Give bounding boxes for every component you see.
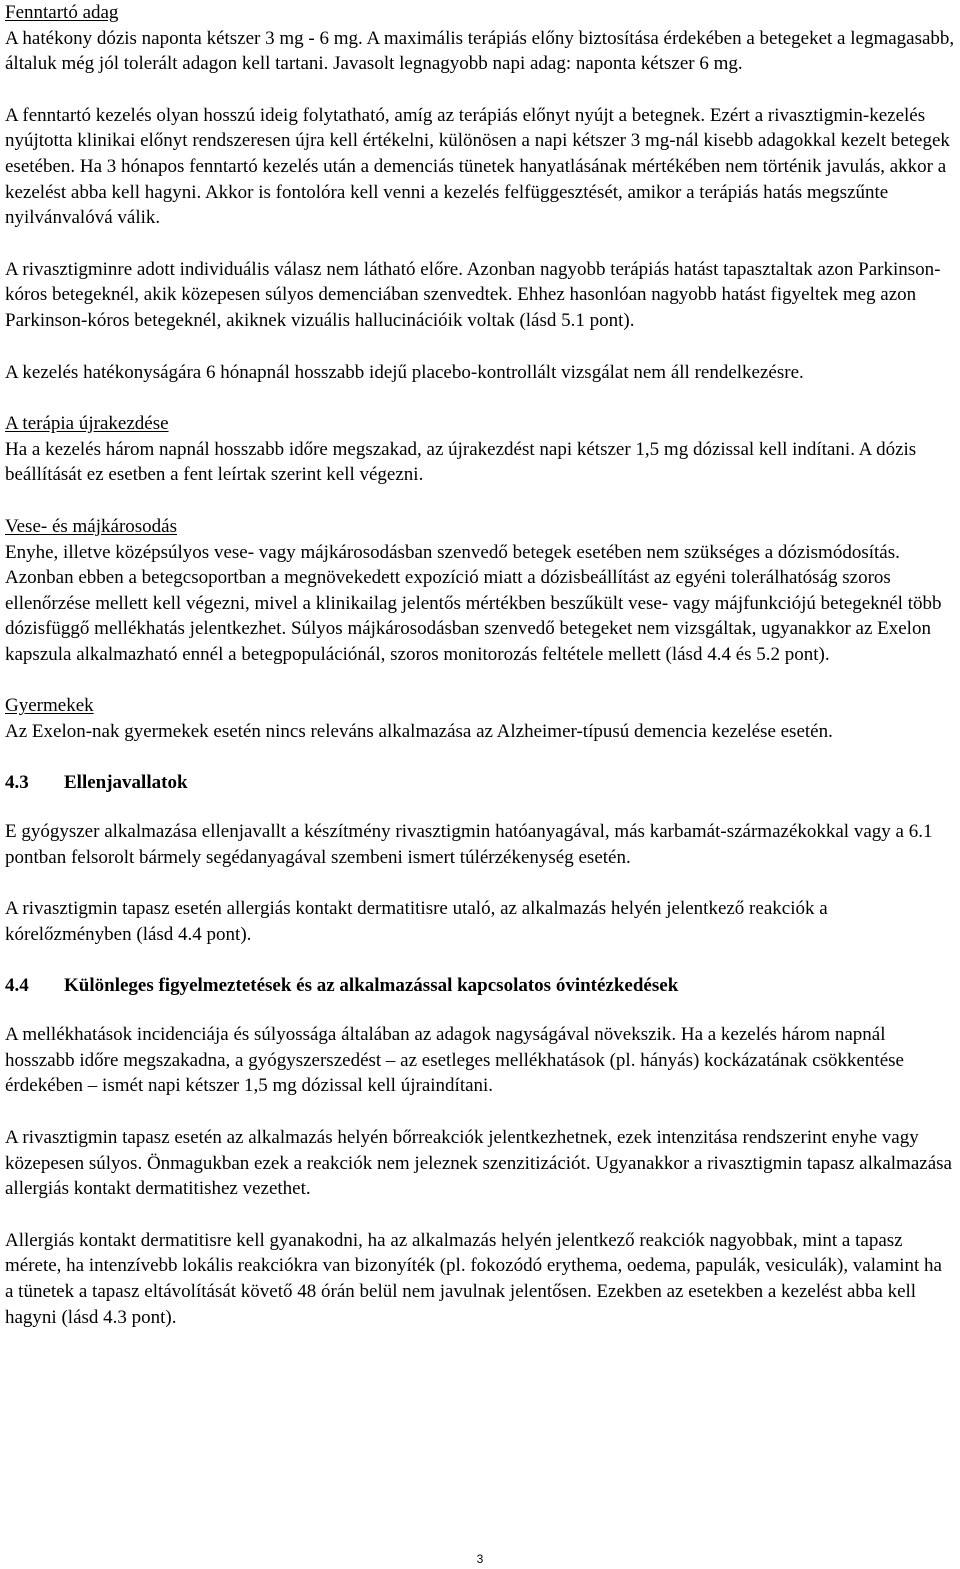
maintenance-paragraph-4: A kezelés hatékonyságára 6 hónapnál hosszabb idejű placebo-kontrollált vizsgálat nem áll rendelkezésre.	[5, 361, 804, 383]
section-number: 4.4	[5, 974, 29, 996]
section-title: Különleges figyelmeztetések és az alkalmazással kapcsolatos óvintézkedések	[64, 974, 679, 996]
contraindications-heading	[5, 770, 955, 796]
children-heading: Gyermekek	[5, 695, 94, 717]
maintenance-heading: Fenntartó adag	[5, 2, 119, 23]
children-paragraph-1: Az Exelon-nak gyermekek esetén nincs releváns alkalmazása az Alzheimer-típusú demencia kezelése esetén.	[5, 721, 833, 743]
section-number: 4.3	[5, 771, 29, 793]
section-title: Ellenjavallatok	[64, 771, 188, 793]
renal-hepatic-heading: Vese- és májkárosodás	[5, 515, 178, 537]
warnings-paragraph-1: A mellékhatások incidenciája és súlyossága általában az adagok nagyságával növekszik. Ha a kezelés három napnál hosszabb időre megszakadna, a gyógyszerszedést – az esetleges mellékhatások (pl. hányás) kockázatának csökkentése érdekében – ismét napi kétszer 1,5 mg dózissal kell újraindítani.	[5, 1024, 904, 1097]
page-number: 3	[476, 1552, 484, 1566]
contraindications-paragraph-1: E gyógyszer alkalmazása ellenjavallt a készítmény rivasztigmin hatóanyagával, más karbamát-származékokkal vagy a 6.1 pontban felsorolt bármely segédanyagával szembeni ismert túlérzékenység esetén.	[5, 821, 933, 868]
warnings-paragraph-2: A rivasztigmin tapasz esetén az alkalmazás helyén bőrreakciók jelentkezhetnek, ezek intenzitása rendszerint enyhe vagy közepesen súlyos. Önmagukban ezek a reakciók nem jeleznek szenzitizációt. Ugyanakkor a rivasztigmin tapasz alkalmazása allergiás kontakt dermatitishez vezethet.	[5, 1127, 952, 1200]
warnings-heading	[5, 973, 955, 999]
document-page	[5, 0, 955, 1330]
warnings-paragraph-3: Allergiás kontakt dermatitisre kell gyanakodni, ha az alkalmazás helyén jelentkező reakciók nagyobbak, mint a tapasz mérete, ha intenzívebb lokális reakciókra van bizonyíték (pl. fokozódó erythema, oedema, papulák, vesiculák), valamint ha a tünetek a tapasz eltávolítását követő 48 órán belül nem javulnak jelentősen. Ezekben az esetekben a kezelést abba kell hagyni (lásd 4.3 pont).	[5, 1229, 942, 1328]
maintenance-paragraph-1: A hatékony dózis naponta kétszer 3 mg - 6 mg. A maximális terápiás előny biztosítása érdekében a betegeket a legmagasabb, általuk még jól tolerált adagon kell tartani. Javasolt legnagyobb napi adag: naponta kétszer 6 mg.	[5, 27, 955, 75]
maintenance-paragraph-2: A fenntartó kezelés olyan hosszú ideig folytatható, amíg az terápiás előnyt nyújt a betegnek. Ezért a rivasztigmin-kezelés nyújtotta klinikai előnyt rendszeresen újra kell értékelni, különösen a napi kétszer 3 mg-nál kisebb adagokkal kezelt betegek esetében. Ha 3 hónapos fenntartó kezelés után a demenciás tünetek hanyatlásának mértékében nem történik javulás, akkor a kezelést abba kell hagyni. Akkor is fontolóra kell venni a kezelés felfüggesztését, amikor a terápiás hatás megszűnte nyilvánvalóvá válik.	[5, 104, 950, 229]
restart-heading: A terápia újrakezdése	[5, 413, 169, 435]
contraindications-paragraph-2: A rivasztigmin tapasz esetén allergiás kontakt dermatitisre utaló, az alkalmazás helyén jelentkező reakciók a kórelőzményben (lásd 4.4 pont).	[5, 898, 828, 946]
renal-hepatic-paragraph-1: Enyhe, illetve középsúlyos vese- vagy májkárosodásban szenvedő betegek esetében nem szükséges a dózismódosítás. Azonban ebben a betegcsoportban a megnövekedett expozíció miatt a dózisbeállítást az egyéni tolerálhatóság szoros ellenőrzése mellett kell végezni, mivel a klinikailag jelentős mértékben beszűkült vese- vagy májfunkciójú betegeknél több dózisfüggő mellékhatás jelentkezhet. Súlyos májkárosodásban szenvedő betegeket nem vizsgáltak, ugyanakkor az Exelon kapszula alkalmazható ennél a betegpopulációnál, szoros monitorozás feltétele mellett (lásd 4.4 és 5.2 pont).	[5, 541, 942, 665]
restart-paragraph-1: Ha a kezelés három napnál hosszabb időre megszakad, az újrakezdést napi kétszer 1,5 mg dózissal kell indítani. A dózis beállítását ez esetben a fent leírtak szerint kell végezni.	[5, 438, 917, 486]
maintenance-paragraph-3: A rivasztigminre adott individuális válasz nem látható előre. Azonban nagyobb terápiás hatást tapasztaltak azon Parkinson-kóros betegeknél, akik közepesen súlyos demenciában szenvedtek. Ehhez hasonlóan nagyobb hatást figyeltek meg azon Parkinson-kóros betegeknél, akiknek vizuális hallucinációik voltak (lásd 5.1 pont).	[5, 258, 941, 331]
